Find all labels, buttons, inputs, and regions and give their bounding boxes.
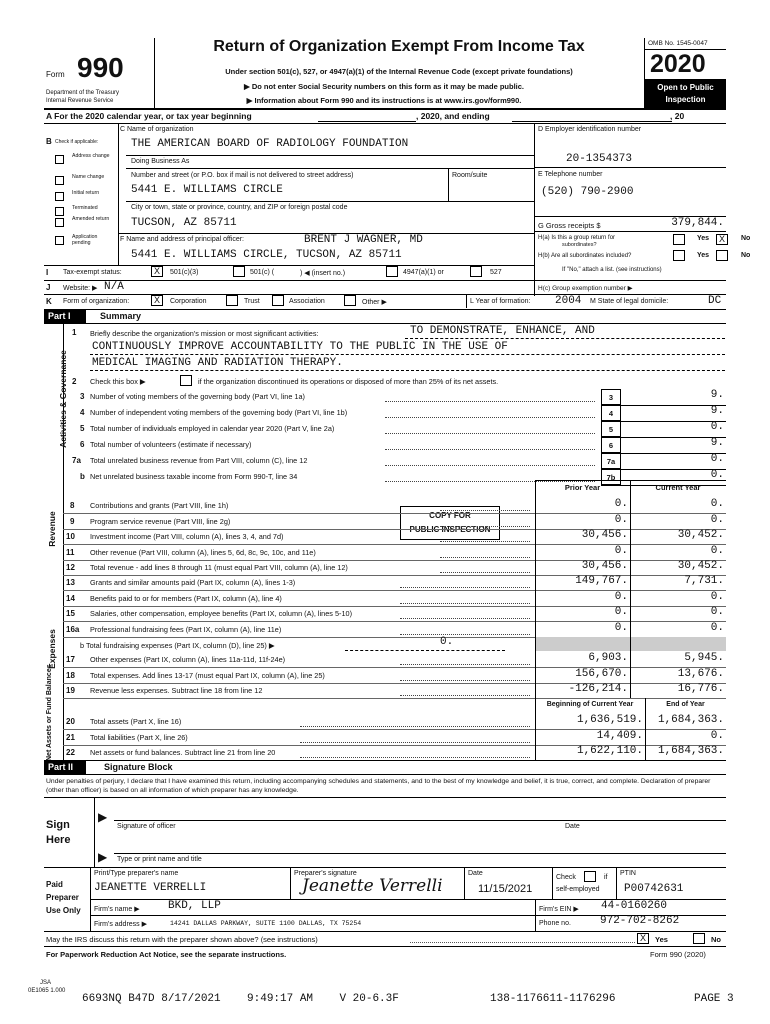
gov-line-text: Number of independent voting members of the governing body (Part VI, line 1b) xyxy=(90,408,348,417)
line-text: Net assets or fund balances. Subtract line 21 from line 20 xyxy=(90,748,276,757)
k-label: K xyxy=(46,297,52,306)
part2-tag: Part II xyxy=(44,761,86,774)
line-text: Contributions and grants (Part VIII, line 1h) xyxy=(90,501,229,510)
prior-year-value: 0. xyxy=(614,606,628,618)
prior-year-value: 0. xyxy=(614,590,628,603)
if-label: if xyxy=(604,874,608,881)
4947-box[interactable] xyxy=(386,266,398,277)
current-year-value: 13,676. xyxy=(677,667,724,680)
line-text: Program service revenue (Part VIII, line 2g) xyxy=(90,516,231,526)
prior-year-value: 149,767. xyxy=(575,575,628,587)
line-number: 14 xyxy=(66,593,75,603)
k-corp: Corporation xyxy=(170,298,207,305)
gov-line-number: 6 xyxy=(80,440,85,449)
prep-date-label: Date xyxy=(468,870,483,877)
prior-year-value: 6,903. xyxy=(588,652,628,664)
discuss-question: May the IRS discuss this return with the preparer shown above? (see instructions) xyxy=(46,935,318,944)
prior-year-value: 30,456. xyxy=(581,560,628,572)
b-item-label: Name change xyxy=(72,174,105,180)
side-label-expenses: Expenses xyxy=(47,629,57,669)
gov-line-value: 0. xyxy=(710,421,724,433)
b-item-label: Initial return xyxy=(72,190,100,196)
line-text: Benefits paid to or for members (Part IX, column (A), line 4) xyxy=(90,593,282,603)
line2-text-b: if the organization discontinued its operations or disposed of more than 25% of its net assets. xyxy=(198,377,499,386)
e-label: E Telephone number xyxy=(538,171,603,178)
preparer-signature: Jeanette Verrelli xyxy=(302,876,443,896)
page-number: PAGE 3 xyxy=(694,993,734,1005)
prior-year-value: 1,622,110. xyxy=(576,745,643,757)
city-label: City or town, state or province, country, and ZIP or foreign postal code xyxy=(131,204,348,211)
j-label: J xyxy=(46,283,51,292)
ein-value: 20-1354373 xyxy=(566,153,633,165)
perjury-statement: Under penalties of perjury, I declare that I have examined this return, including accompanying schedules and statements, and to the best of my knowledge and belief, it is true, correct, and complete. Declaration of preparer (other than officer) is based on all information of which preparer has any knowledge. xyxy=(46,778,711,794)
hb-yes-box[interactable] xyxy=(673,250,685,261)
gov-line-number: b xyxy=(80,472,85,481)
k-assoc: Association xyxy=(289,298,325,305)
type-name-label: Type or print name and title xyxy=(117,856,202,863)
prep-date: 11/15/2021 xyxy=(478,883,533,895)
prep-name-label: Print/Type preparer's name xyxy=(94,870,179,877)
line-text: Professional fundraising fees (Part IX, column (A), line 11e) xyxy=(90,624,282,634)
gov-line-box: 7a xyxy=(601,453,621,469)
f-label: F Name and address of principal officer: xyxy=(120,236,244,243)
b-item-box[interactable] xyxy=(55,176,64,185)
b-item-label: Amended return xyxy=(72,216,110,222)
line-number: 22 xyxy=(66,748,75,757)
prior-year-value: 30,456. xyxy=(581,529,628,541)
formation-year: 2004 xyxy=(555,295,582,307)
gov-line-text: Total number of volunteers (estimate if necessary) xyxy=(90,440,252,449)
line-text: Total liabilities (Part X, line 26) xyxy=(90,732,188,742)
b-item-box[interactable] xyxy=(55,192,64,201)
part1-title: Summary xyxy=(100,311,142,321)
d-label: D Employer identification number xyxy=(538,126,642,133)
sign-here: Sign Here xyxy=(46,819,71,846)
ha-label-2: subordinates? xyxy=(562,242,597,248)
gov-line-box: 7b xyxy=(601,469,621,485)
gov-line-box: 5 xyxy=(601,421,621,437)
ha-yes-box[interactable] xyxy=(673,234,685,245)
prior-year-value: -126,214. xyxy=(568,683,628,695)
prep-sig-label: Preparer's signature xyxy=(294,870,357,877)
line-a-mid: , 2020, and ending xyxy=(416,111,490,121)
current-year-value: 5,945. xyxy=(684,652,724,664)
discuss-no-box[interactable] xyxy=(693,933,705,944)
i-4947: 4947(a)(1) or xyxy=(403,269,444,276)
b-check-label: Check if applicable: xyxy=(55,139,99,145)
association-box[interactable] xyxy=(272,295,284,306)
current-year-value: 30,452. xyxy=(677,560,724,572)
org-street: 5441 E. WILLIAMS CIRCLE xyxy=(131,184,283,196)
prior-year-value: 156,670. xyxy=(575,667,628,680)
line16b-value: 0. xyxy=(440,636,454,648)
prior-year-value: 0. xyxy=(614,498,628,510)
current-year-value: 7,731. xyxy=(684,575,724,587)
line-text: Other revenue (Part VIII, column (A), lines 5, 6d, 8c, 9c, 10c, and 11e) xyxy=(90,547,316,557)
officer-name: BRENT J WAGNER, MD xyxy=(304,234,423,246)
firm-address: 14241 DALLAS PARKWAY, SUITE 1100 DALLAS, TX 75254 xyxy=(170,920,362,927)
form-number: 990 xyxy=(77,52,124,83)
c-label: C Name of organization xyxy=(120,126,194,133)
line-text: Total revenue - add lines 8 through 11 (must equal Part VIII, column (A), line 12) xyxy=(90,563,348,572)
501c-box[interactable] xyxy=(233,266,245,277)
b-item-label: Address change xyxy=(72,153,110,159)
firm-name-label: Firm's name ▶ xyxy=(94,906,140,913)
i-text: Tax-exempt status: xyxy=(63,269,122,276)
ha-label: H(a) Is this a group return for xyxy=(538,235,616,241)
prior-year-value: 0. xyxy=(614,513,628,526)
pra-notice: For Paperwork Reduction Act Notice, see the separate instructions. xyxy=(46,950,287,959)
line-text: Grants and similar amounts paid (Part IX, column (A), lines 1-3) xyxy=(90,578,296,587)
hb-label: H(b) Are all subordinates included? xyxy=(538,253,632,259)
i-label: I xyxy=(46,268,49,277)
gross-receipts: 379,844. xyxy=(671,217,724,229)
dba-label: Doing Business As xyxy=(131,158,190,165)
subtitle-2: ▶ Do not enter Social Security numbers on this form as it may be made public. xyxy=(244,82,524,91)
line-text: Total expenses. Add lines 13-17 (must equal Part IX, column (A), line 25) xyxy=(90,670,325,680)
line-number: 18 xyxy=(66,670,75,680)
b-item-box[interactable] xyxy=(55,218,64,227)
state-domicile: DC xyxy=(708,295,722,307)
mission-2: CONTINUOUSLY IMPROVE ACCOUNTABILITY TO THE PUBLIC IN THE USE OF xyxy=(92,341,508,353)
current-year-value: 0. xyxy=(710,544,724,557)
current-year-value: 0. xyxy=(710,606,724,618)
open-inspection-badge: Open to Public Inspection xyxy=(645,79,726,108)
b-item-label: Terminated xyxy=(72,205,98,211)
ha-no-box[interactable]: X xyxy=(716,234,728,245)
subtitle-1: Under section 501(c), 527, or 4947(a)(1) of the Internal Revenue Code (except private foundations) xyxy=(225,67,573,76)
check-label: Check xyxy=(556,874,576,881)
current-year-header: Current Year xyxy=(655,483,701,492)
current-year-value: 16,776. xyxy=(677,683,724,695)
i-insert: ) ◀ (insert no.) xyxy=(300,270,346,277)
current-year-value: 30,452. xyxy=(677,529,724,541)
form-footer-ref: Form 990 (2020) xyxy=(650,950,706,959)
gov-line-value: 0. xyxy=(710,469,724,481)
gov-line-text: Number of voting members of the governing body (Part VI, line 1a) xyxy=(90,392,305,401)
gov-line-number: 4 xyxy=(80,408,85,417)
prior-year-value: 14,409. xyxy=(596,729,643,742)
hb-note: If "No," attach a list. (see instructions) xyxy=(562,267,662,273)
current-year-value: 1,684,363. xyxy=(657,745,724,757)
k-text: Form of organization: xyxy=(63,298,130,305)
k-trust: Trust xyxy=(244,298,260,305)
b-item-box[interactable] xyxy=(55,236,64,245)
i-527: 527 xyxy=(490,269,502,276)
gov-line-value: 0. xyxy=(710,453,724,465)
tax-year: 2020 xyxy=(650,50,706,78)
side-label-governance: Activities & Governance xyxy=(58,350,68,448)
officer-address: 5441 E. WILLIAMS CIRCLE, TUCSON, AZ 85711 xyxy=(131,249,402,261)
gov-line-box: 4 xyxy=(601,405,621,421)
line-text: Other expenses (Part IX, column (A), lines 11a-11d, 11f-24e) xyxy=(90,655,286,664)
sig-officer-label[interactable]: Signature of officer xyxy=(117,823,176,830)
current-year-value: 0. xyxy=(710,621,724,634)
line1-text: Briefly describe the organization's mission or most significant activities: xyxy=(90,329,319,338)
discuss-yes: Yes xyxy=(655,935,668,944)
line-number: 10 xyxy=(66,532,75,541)
line-a-label: A For the 2020 calendar year, or tax year beginning xyxy=(46,111,252,121)
corporation-box[interactable]: X xyxy=(151,295,163,306)
self-employed-box[interactable] xyxy=(584,871,596,882)
g-label: G Gross receipts $ xyxy=(538,221,601,230)
firm-address-label: Firm's address ▶ xyxy=(94,921,148,928)
i-501c3: 501(c)(3) xyxy=(170,269,199,276)
line-number: 21 xyxy=(66,732,75,742)
line-number: 16a xyxy=(66,624,80,634)
hc-label: H(c) Group exemption number ▶ xyxy=(538,285,633,292)
current-year-value: 0. xyxy=(710,729,724,742)
gov-line-box: 6 xyxy=(601,437,621,453)
line-text: Revenue less expenses. Subtract line 18 from line 12 xyxy=(90,686,263,695)
hb-no-box[interactable] xyxy=(716,250,728,261)
jsa-code: 0E1065 1.000 xyxy=(28,988,66,994)
gov-line-text: Total number of individuals employed in calendar year 2020 (Part V, line 2a) xyxy=(90,424,335,433)
current-year-value: 0. xyxy=(710,498,724,510)
discuss-leader xyxy=(310,935,635,944)
line-number: 13 xyxy=(66,578,75,587)
side-label-revenue: Revenue xyxy=(47,511,57,547)
sig-date-label: Date xyxy=(565,823,580,830)
ha-no: No xyxy=(741,235,751,242)
527-box[interactable] xyxy=(470,266,482,277)
gov-line-text: Net unrelated business taxable income from Form 990-T, line 34 xyxy=(90,472,298,481)
line-a-end: , 20 xyxy=(670,111,685,121)
prior-year-value: 1,636,519. xyxy=(576,714,643,726)
prep-name: JEANETTE VERRELLI xyxy=(94,882,207,894)
line-number: 19 xyxy=(66,686,75,695)
side-label-net-assets: Net Assets or Fund Balances xyxy=(46,664,53,761)
trust-box[interactable] xyxy=(226,295,238,306)
website: N/A xyxy=(104,281,124,293)
line-number: 9 xyxy=(70,516,75,526)
gov-line-number: 5 xyxy=(80,424,85,433)
dept-treasury: Department of the Treasury xyxy=(46,90,120,96)
prep-phone: 972-702-8262 xyxy=(600,915,680,927)
line-number: 11 xyxy=(66,547,75,557)
b-item-label: Application pending xyxy=(72,234,98,246)
form-word: Form xyxy=(46,70,65,79)
line-text: Total assets (Part X, line 16) xyxy=(90,717,182,726)
prior-year-value: 0. xyxy=(614,621,628,634)
jsa: JSA xyxy=(40,980,52,986)
firm-ein-label: Firm's EIN ▶ xyxy=(539,906,579,913)
discuss-yes-box[interactable]: X xyxy=(637,933,649,944)
b-item-box[interactable] xyxy=(55,207,64,216)
hb-yes: Yes xyxy=(697,252,710,259)
phone-label: Phone no. xyxy=(539,920,571,927)
prior-year-header: Prior Year xyxy=(564,483,601,492)
org-name: THE AMERICAN BOARD OF RADIOLOGY FOUNDATION xyxy=(131,138,409,150)
sign-arrow-icon: ▶ xyxy=(98,810,108,824)
current-year-value: 0. xyxy=(710,513,724,526)
prior-year-value: 0. xyxy=(614,544,628,557)
print-stamp: 6693NQ B47D 8/17/2021 9:49:17 AM V 20-6.3F xyxy=(82,993,399,1005)
line-number: 17 xyxy=(66,655,75,664)
l-label: L Year of formation: xyxy=(470,298,531,305)
gov-line-number: 3 xyxy=(80,392,85,401)
k-other: Other ▶ xyxy=(362,299,387,306)
line2-text: Check this box ▶ xyxy=(90,377,146,386)
i-501c: 501(c) ( xyxy=(250,269,275,276)
subtitle-3: ▶ Information about Form 990 and its instructions is at www.irs.gov/form990. xyxy=(246,96,522,105)
part1-tag: Part I xyxy=(44,310,86,323)
discuss-no: No xyxy=(711,935,721,944)
gov-line-value: 9. xyxy=(710,389,724,401)
gov-line-box: 3 xyxy=(601,389,621,405)
mission-3: MEDICAL IMAGING AND RADIATION THERAPY. xyxy=(92,357,343,369)
dept-irs: Internal Revenue Service xyxy=(46,98,114,104)
m-label: M State of legal domicile: xyxy=(590,298,669,305)
line-number: 15 xyxy=(66,609,75,618)
phone-value: (520) 790-2900 xyxy=(541,186,634,198)
ptin: P00742631 xyxy=(624,883,684,895)
b-label: B xyxy=(46,137,52,146)
paid-preparer-label: Paid Preparer Use Only xyxy=(46,880,81,915)
omb-number: OMB No. 1545-0047 xyxy=(648,40,708,47)
current-year-value: 1,684,363. xyxy=(657,714,724,726)
form-title: Return of Organization Exempt From Income Tax xyxy=(213,38,585,55)
ptin-label: PTIN xyxy=(620,870,636,877)
ha-yes: Yes xyxy=(697,235,710,242)
org-city: TUCSON, AZ 85711 xyxy=(131,217,237,229)
line-number: 8 xyxy=(70,501,75,510)
line16b-text: b Total fundraising expenses (Part IX, column (D), line 25) ▶ xyxy=(80,641,275,650)
gov-line-value: 9. xyxy=(710,437,724,449)
self-employed-label: self-employed xyxy=(556,886,600,893)
discontinued-box[interactable] xyxy=(180,375,192,386)
line-text: Salaries, other compensation, employee benefits (Part IX, column (A), lines 5-10) xyxy=(90,609,353,618)
public-inspection-stamp: COPY FOR PUBLIC INSPECTION xyxy=(400,506,500,540)
line-number: 12 xyxy=(66,563,75,572)
firm-name: BKD, LLP xyxy=(168,900,221,912)
mission-1: TO DEMONSTRATE, ENHANCE, AND xyxy=(410,325,595,337)
current-year-value: 0. xyxy=(710,590,724,603)
eoy-header: End of Year xyxy=(666,701,705,708)
b-item-box[interactable] xyxy=(55,155,64,164)
j-text: Website: ▶ xyxy=(63,285,98,292)
boy-header: Beginning of Current Year xyxy=(546,701,634,708)
gov-line-value: 9. xyxy=(710,405,724,417)
gov-line-text: Total unrelated business revenue from Part VIII, column (C), line 12 xyxy=(90,456,308,465)
501c3-box[interactable]: X xyxy=(151,266,163,277)
hb-no: No xyxy=(741,252,751,259)
firm-ein: 44-0160260 xyxy=(601,900,668,912)
part2-title: Signature Block xyxy=(104,762,173,772)
line-text: Investment income (Part VIII, column (A), lines 3, 4, and 7d) xyxy=(90,532,284,541)
sign-arrow-icon-2: ▶ xyxy=(98,850,108,864)
gov-line-number: 7a xyxy=(72,456,81,465)
room-label: Room/suite xyxy=(452,172,488,179)
other-box[interactable] xyxy=(344,295,356,306)
street-label: Number and street (or P.O. box if mail is not delivered to street address) xyxy=(131,172,354,179)
line-number: 20 xyxy=(66,717,75,726)
print-id: 138-1176611-1176296 xyxy=(490,993,616,1005)
